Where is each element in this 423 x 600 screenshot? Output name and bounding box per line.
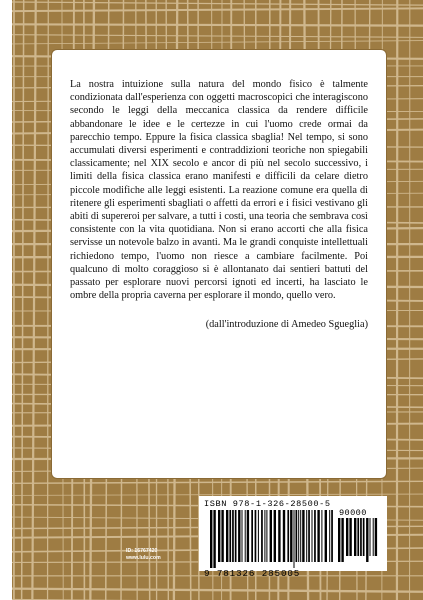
lulu-id: ID: 16767420 [126, 548, 158, 554]
ean-barcode-bars [210, 510, 334, 568]
blurb-text: La nostra intuizione sulla natura del mondo fisico è talmente condizionata dall'esperienza con oggetti macroscopici che interagiscono secondo le leggi della meccanica classica da rendere difficile abbandonare le idee e le certezze in cui l'uomo crede ormai da parecchio tempo. Eppure la fisica classica sbaglia! Nel tempo, si sono accumulati diversi esperimenti e contraddizioni teoriche non spiegabili classicamente; nel XIX secolo e ancor di più nel secolo successivo, i limiti della fisica classica erano manifesti e difficili da celare dietro piccole modifiche alle leggi esistenti. La reazione comune era quella di ritenere gli esperimenti sbagliati o affetti da errori e i fisici vestivano gli abiti di supereroi per salvare, a tutti i costi, una teoria che sembrava così consistente con la vita quotidiana. Non si erano accorti che alla fisica servisse un notevole balzo in avanti. Ma le grandi conquiste intellettuali richiedono tempo, l'uomo non riesce a cambiare facilmente. Poi qualcuno di molto coraggioso si è allontanato dai sentieri battuti del passato per esplorare nuovi percorsi ignoti ed incerti, ha lasciato le ombre della propria caverna per esplorare il mondo, quello vero. [70, 79, 368, 302]
blurb-panel [51, 49, 387, 479]
barcode-digits: 9 781326 285005 [204, 568, 301, 579]
isbn-label: ISBN 978-1-326-28500-5 [204, 499, 331, 509]
addon-barcode-bars [338, 518, 380, 562]
isbn-barcode [199, 496, 387, 579]
lulu-url: www.lulu.com [126, 555, 161, 561]
barcode-graphic [204, 508, 382, 579]
blurb-attribution: (dall'introduzione di Amedeo Sgueglia) [205, 319, 368, 331]
lulu-info [126, 548, 161, 562]
addon-digits: 90000 [339, 508, 367, 518]
spine-edge [0, 0, 12, 600]
